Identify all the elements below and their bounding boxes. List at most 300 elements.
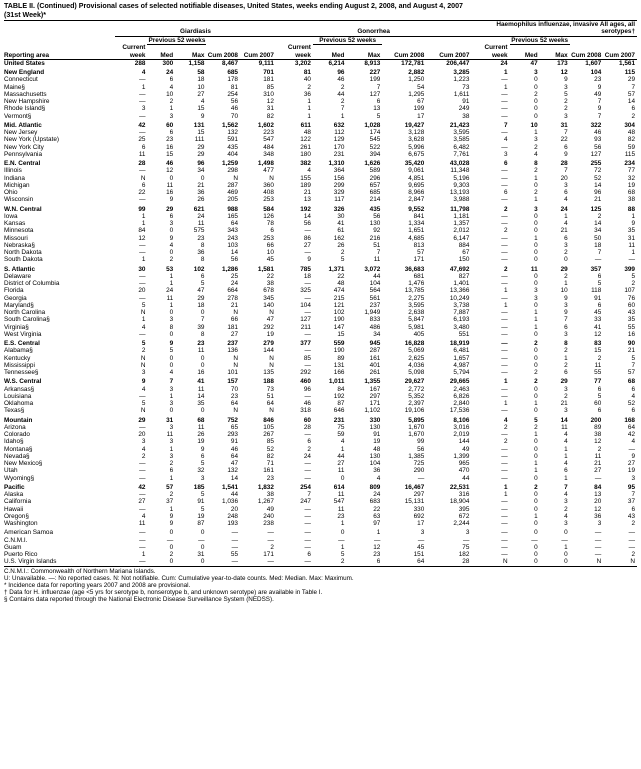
value-cell: 43 [627,309,635,316]
table-row [4,235,637,242]
value-cell: 56 [230,98,238,105]
value-cell: 104 [369,280,381,287]
value-cell: 243 [227,234,238,242]
value-cell: — [139,529,146,537]
value-cell: 3 [169,438,174,446]
value-cell: 3 [169,220,174,227]
value-cell: 161 [369,354,381,362]
value-cell: 253 [263,196,274,204]
value-cell: 1 [340,520,345,527]
value-cell: 0 [534,280,538,287]
group-header-2: Haemophilus influenzae, invasive All ages, all serotypes† [471,21,637,37]
value-cell: 44 [462,474,470,482]
value-cell: 11 [166,181,174,189]
value-cell: 14 [560,416,568,424]
value-cell: — [139,491,146,498]
value-cell: 6 [597,272,602,280]
value-cell: 49 [266,505,274,513]
value-cell: 7 [564,483,568,491]
value-cell: 41 [197,378,205,386]
value-cell: 287 [369,347,381,355]
value-cell: 96 [337,69,345,76]
value-cell: — [304,536,311,544]
value-cell: 29 [197,150,205,158]
value-cell: 6 [169,212,174,220]
value-cell: 19 [197,438,205,446]
value-cell: — [501,467,508,475]
value-cell: 685 [227,69,238,76]
value-cell: 2 [340,83,345,91]
value-cell: — [501,294,508,302]
value-cell: 115 [624,150,635,158]
value-cell: 5 [141,340,146,347]
value-cell: — [463,536,470,544]
value-cell: 37 [627,498,635,506]
value-cell: 6 [597,301,602,309]
value-cell: 2,847 [408,196,425,204]
value-cell: 1 [376,529,381,537]
value-cell: 360 [263,181,274,189]
value-cell: 377 [300,340,311,347]
value-cell: 5 [340,256,345,264]
value-cell: 82 [266,112,274,120]
value-cell: 16 [166,189,174,196]
value-cell: 7 [564,167,568,175]
value-cell: 82 [627,136,635,144]
value-cell: 21 [560,400,568,407]
value-cell: 11 [530,265,538,273]
value-cell: N [269,361,274,369]
value-cell: 28 [560,160,568,167]
value-cell: 82 [266,452,274,460]
value-cell: 15 [197,105,205,113]
table-row [4,136,637,143]
value-cell: 2 [534,483,538,491]
footnote: § Contains data reported through the National Electronic Disease Surveillance System (NEDSS). [4,596,274,604]
table-row [4,144,637,151]
value-cell: 122 [300,136,311,144]
table-row [4,324,637,331]
value-cell: 13,785 [404,287,425,295]
value-cell: 6 [631,105,635,113]
value-cell: 692 [413,512,425,520]
value-cell: — [501,280,508,287]
reporting-area-cell: Nevada§ [4,452,30,460]
value-cell: 0 [169,361,174,369]
value-cell: 2 [340,558,345,566]
value-cell: 2,840 [453,400,470,407]
reporting-area-cell: S. Atlantic [4,265,36,273]
value-cell: 10,249 [449,294,470,302]
value-cell: 91 [594,294,602,302]
table-row [4,424,637,431]
value-cell: 7,887 [453,309,470,316]
value-cell: 1,581 [257,265,274,273]
value-cell: 99 [417,438,425,446]
value-cell: 44 [230,491,238,498]
value-cell: 9 [564,309,568,316]
value-cell: 11,348 [450,167,470,175]
value-cell: — [501,505,508,513]
value-cell: 0 [200,174,205,182]
value-cell: 23 [197,340,205,347]
reporting-area-cell: New Mexico§ [4,460,43,467]
value-cell: 4 [564,460,568,467]
value-cell: 3,072 [364,265,381,273]
value-cell: 1,670 [408,431,425,438]
value-cell: 72 [594,167,602,175]
value-cell: 299 [333,181,345,189]
table-row [4,438,637,445]
value-cell: 36,683 [404,265,425,273]
reporting-area-cell: Mid. Atlantic [4,121,42,129]
value-cell: 130 [369,423,381,431]
value-cell: 192 [300,205,311,213]
value-cell: 147 [333,323,345,331]
value-cell: 0 [200,543,205,551]
value-cell: 223 [263,129,274,136]
reporting-area-cell: Arkansas§ [4,385,35,393]
column-header: Med [510,44,540,59]
table-row [4,67,637,76]
value-cell: 67 [462,249,470,256]
value-cell: 318 [300,407,311,415]
table-title [4,2,637,20]
value-cell: 1 [504,69,508,76]
value-cell: 404 [227,150,238,158]
value-cell: 214 [369,196,381,204]
value-cell: 2 [597,445,602,453]
value-cell: N [502,558,508,566]
value-cell: 6 [169,76,174,84]
value-cell: — [501,98,508,105]
value-cell: 46 [303,400,311,407]
value-cell: 2 [504,205,508,213]
table-row [4,482,637,491]
value-cell: 60 [594,400,602,407]
reporting-area-cell: Alaska [4,491,24,498]
value-cell: 104 [369,460,381,467]
value-cell: 3 [597,520,602,527]
footnote: * Incidence data for reporting years 2007 and 2008 are provisional. [4,581,191,589]
value-cell: 1 [169,505,174,513]
value-cell: 48 [337,280,345,287]
value-cell: 7 [564,129,568,136]
reporting-area-cell: Alabama§ [4,347,33,355]
value-cell: 19 [266,330,274,338]
value-cell: 27 [230,330,238,338]
value-cell: 1 [534,129,538,136]
value-cell: 6 [200,272,205,280]
value-cell: — [139,129,146,136]
value-cell: 3 [200,474,205,482]
value-cell: 3 [141,105,146,113]
value-cell: 71 [266,460,274,467]
value-cell: 23 [230,392,238,400]
value-cell: 9,111 [258,59,274,67]
value-cell: 86 [303,234,311,242]
table-row [4,76,637,83]
value-cell: 132 [227,129,238,136]
value-cell: 322 [590,121,602,129]
value-cell: 6 [564,369,568,376]
value-cell: 20 [138,287,146,295]
value-cell: 18 [594,241,602,249]
value-cell: 46 [230,105,238,113]
value-cell: 32 [627,174,635,182]
reporting-area-cell: Missouri [4,234,28,242]
value-cell: 66 [230,316,238,324]
value-cell: — [304,431,311,438]
value-cell: 85 [266,438,274,446]
value-cell: 591 [227,136,238,144]
value-cell: 3 [169,452,174,460]
value-cell: 0 [564,529,568,537]
value-cell: N [233,309,238,316]
value-cell: 945 [369,340,381,347]
value-cell: 14 [594,220,602,227]
table-row [4,453,637,460]
value-cell: — [501,536,508,544]
value-cell: N [140,174,146,182]
value-cell: 5 [597,280,602,287]
value-cell: 2 [270,543,274,551]
value-cell: 188 [263,378,274,386]
value-cell: 0 [340,529,345,537]
value-cell: 96 [594,189,602,196]
value-cell: 32 [197,467,205,475]
value-cell: 1 [534,431,538,438]
value-cell: 3 [564,301,568,309]
value-cell: 26 [197,431,205,438]
value-cell: — [501,196,508,204]
value-cell: 2 [564,505,568,513]
value-cell: — [501,181,508,189]
value-cell: 171 [369,400,381,407]
value-cell: 2,463 [453,385,470,393]
value-cell: 6 [307,438,311,446]
value-cell: 189 [300,181,311,189]
value-cell: 24 [500,59,508,67]
value-cell: 167 [369,385,381,393]
value-cell: 9 [169,234,174,242]
value-cell: 9 [564,76,568,84]
value-cell: 2,772 [408,385,425,393]
value-cell: 0 [534,301,538,309]
reporting-area-cell: Wisconsin [4,196,34,204]
value-cell: 1 [534,309,538,316]
value-cell: 9 [307,256,311,264]
value-cell: 66 [266,241,274,249]
value-cell: 45 [266,256,274,264]
value-cell: 20 [230,505,238,513]
table-row [4,446,637,453]
value-cell: 2 [307,83,311,91]
value-cell: 6 [141,181,146,189]
value-cell: 91 [230,438,238,446]
value-cell: — [561,536,568,544]
value-cell: 2 [534,167,538,175]
value-cell: 0 [534,543,538,551]
value-cell: 288 [134,59,146,67]
value-cell: 64 [627,423,635,431]
value-cell: 18 [197,76,205,84]
value-cell: 81 [303,69,311,76]
value-cell: 18 [197,301,205,309]
value-cell: 672 [458,512,470,520]
value-cell: 2 [534,189,538,196]
value-cell: — [501,212,508,220]
value-cell: 34 [594,227,602,235]
value-cell: 1 [534,316,538,324]
value-cell: 1,602 [257,121,274,129]
value-cell: 1,158 [188,59,205,67]
value-cell: 1 [504,491,508,498]
value-cell: 6 [564,234,568,242]
value-cell: N [630,558,635,566]
value-cell: — [501,431,508,438]
value-cell: 2 [534,143,538,151]
value-cell: — [501,220,508,227]
value-cell: 17,536 [449,407,470,415]
value-cell: 752 [227,416,238,424]
value-cell: 162 [333,234,345,242]
value-cell: 16 [627,330,635,338]
value-cell: 170 [333,143,345,151]
value-cell: 11 [166,294,174,302]
value-cell: — [139,90,146,98]
value-cell: — [139,249,146,256]
value-cell: 469 [227,189,238,196]
value-cell: 168 [624,416,635,424]
value-cell: 68 [627,378,635,386]
value-cell: 193 [227,520,238,527]
value-cell: 102 [193,265,205,273]
value-cell: 9 [169,340,174,347]
value-cell: 127 [369,90,381,98]
value-cell: 7 [340,105,345,113]
value-cell: 0 [534,212,538,220]
value-cell: 1,181 [453,212,470,220]
footnote: U: Unavailable. —: No reported cases. N: Not notifiable. Cum: Cumulative year-to-date counts. Med: Median. Max: Maximum. [4,574,354,582]
value-cell: — [501,385,508,393]
value-cell: — [594,474,602,482]
value-cell: 237 [227,340,238,347]
value-cell: 35 [627,316,635,324]
value-cell: — [139,543,146,551]
value-cell: 11 [197,347,205,355]
value-cell: 300 [162,59,174,67]
value-cell: — [304,505,311,513]
value-cell: 4,851 [408,174,425,182]
value-cell: 545 [369,136,381,144]
reporting-area-cell: W.S. Central [4,378,42,386]
value-cell: 0 [534,392,538,400]
value-cell: 12 [266,98,274,105]
table-body [4,59,637,566]
value-cell: 3 [564,385,568,393]
value-cell: 3,480 [453,323,470,331]
value-cell: 0 [200,407,205,415]
table-row [4,475,637,482]
value-cell: 22 [373,505,381,513]
value-cell: 292 [263,323,274,331]
value-cell: 5,895 [408,416,425,424]
value-cell: 135 [263,369,274,376]
value-cell: 2 [169,256,174,264]
value-cell: 1 [169,105,174,113]
value-cell: 75 [337,423,345,431]
table-row [4,249,637,256]
value-cell: 329 [333,189,345,196]
value-cell: 2 [564,392,568,400]
table-row [4,460,637,467]
value-cell: 90 [627,340,635,347]
value-cell: 24 [373,491,381,498]
value-cell: — [304,392,311,400]
value-cell: — [628,536,635,544]
value-cell: 1 [564,452,568,460]
value-cell: 0 [534,551,538,558]
value-cell: 2 [504,227,508,235]
value-cell: 5 [200,505,205,513]
value-cell: 261 [369,369,381,376]
value-cell: 547 [263,136,274,144]
table-row [4,520,637,527]
value-cell: 813 [413,241,425,249]
value-cell: 14 [230,474,238,482]
table-row [4,302,637,309]
reporting-area-header: Reporting area [4,44,115,59]
value-cell: 11 [337,505,345,513]
value-cell: 477 [263,167,274,175]
reporting-area-cell: Rhode Island§ [4,105,46,113]
value-cell: 14 [627,98,635,105]
value-cell: 5 [169,347,174,355]
value-cell: — [594,543,602,551]
value-cell: 2 [564,347,568,355]
value-cell: — [501,452,508,460]
value-cell: 23 [197,234,205,242]
value-cell: 7 [597,112,602,120]
value-cell: 10 [266,249,274,256]
value-cell: — [231,558,238,566]
column-header: Current week [115,44,147,59]
value-cell: 58 [197,69,205,76]
value-cell: 8 [564,340,568,347]
value-cell: 1 [340,112,345,120]
table-row [4,506,637,513]
value-cell: — [304,529,311,537]
value-cell: 1,223 [453,76,470,84]
value-cell: 11 [138,520,146,527]
value-cell: 77 [594,378,602,386]
value-cell: 1,399 [453,452,470,460]
value-cell: 0 [534,330,538,338]
value-cell: 621 [193,205,205,213]
value-cell: 2 [534,90,538,98]
value-cell: 3,128 [408,129,425,136]
value-cell: 55 [627,323,635,331]
value-cell: — [501,241,508,249]
value-cell: 0 [534,505,538,513]
value-cell: 3 [169,316,174,324]
value-cell: 6 [307,551,311,558]
value-cell: 330 [413,505,425,513]
value-cell: 91 [197,498,205,506]
value-cell: 40 [303,76,311,84]
value-cell: 87 [337,400,345,407]
